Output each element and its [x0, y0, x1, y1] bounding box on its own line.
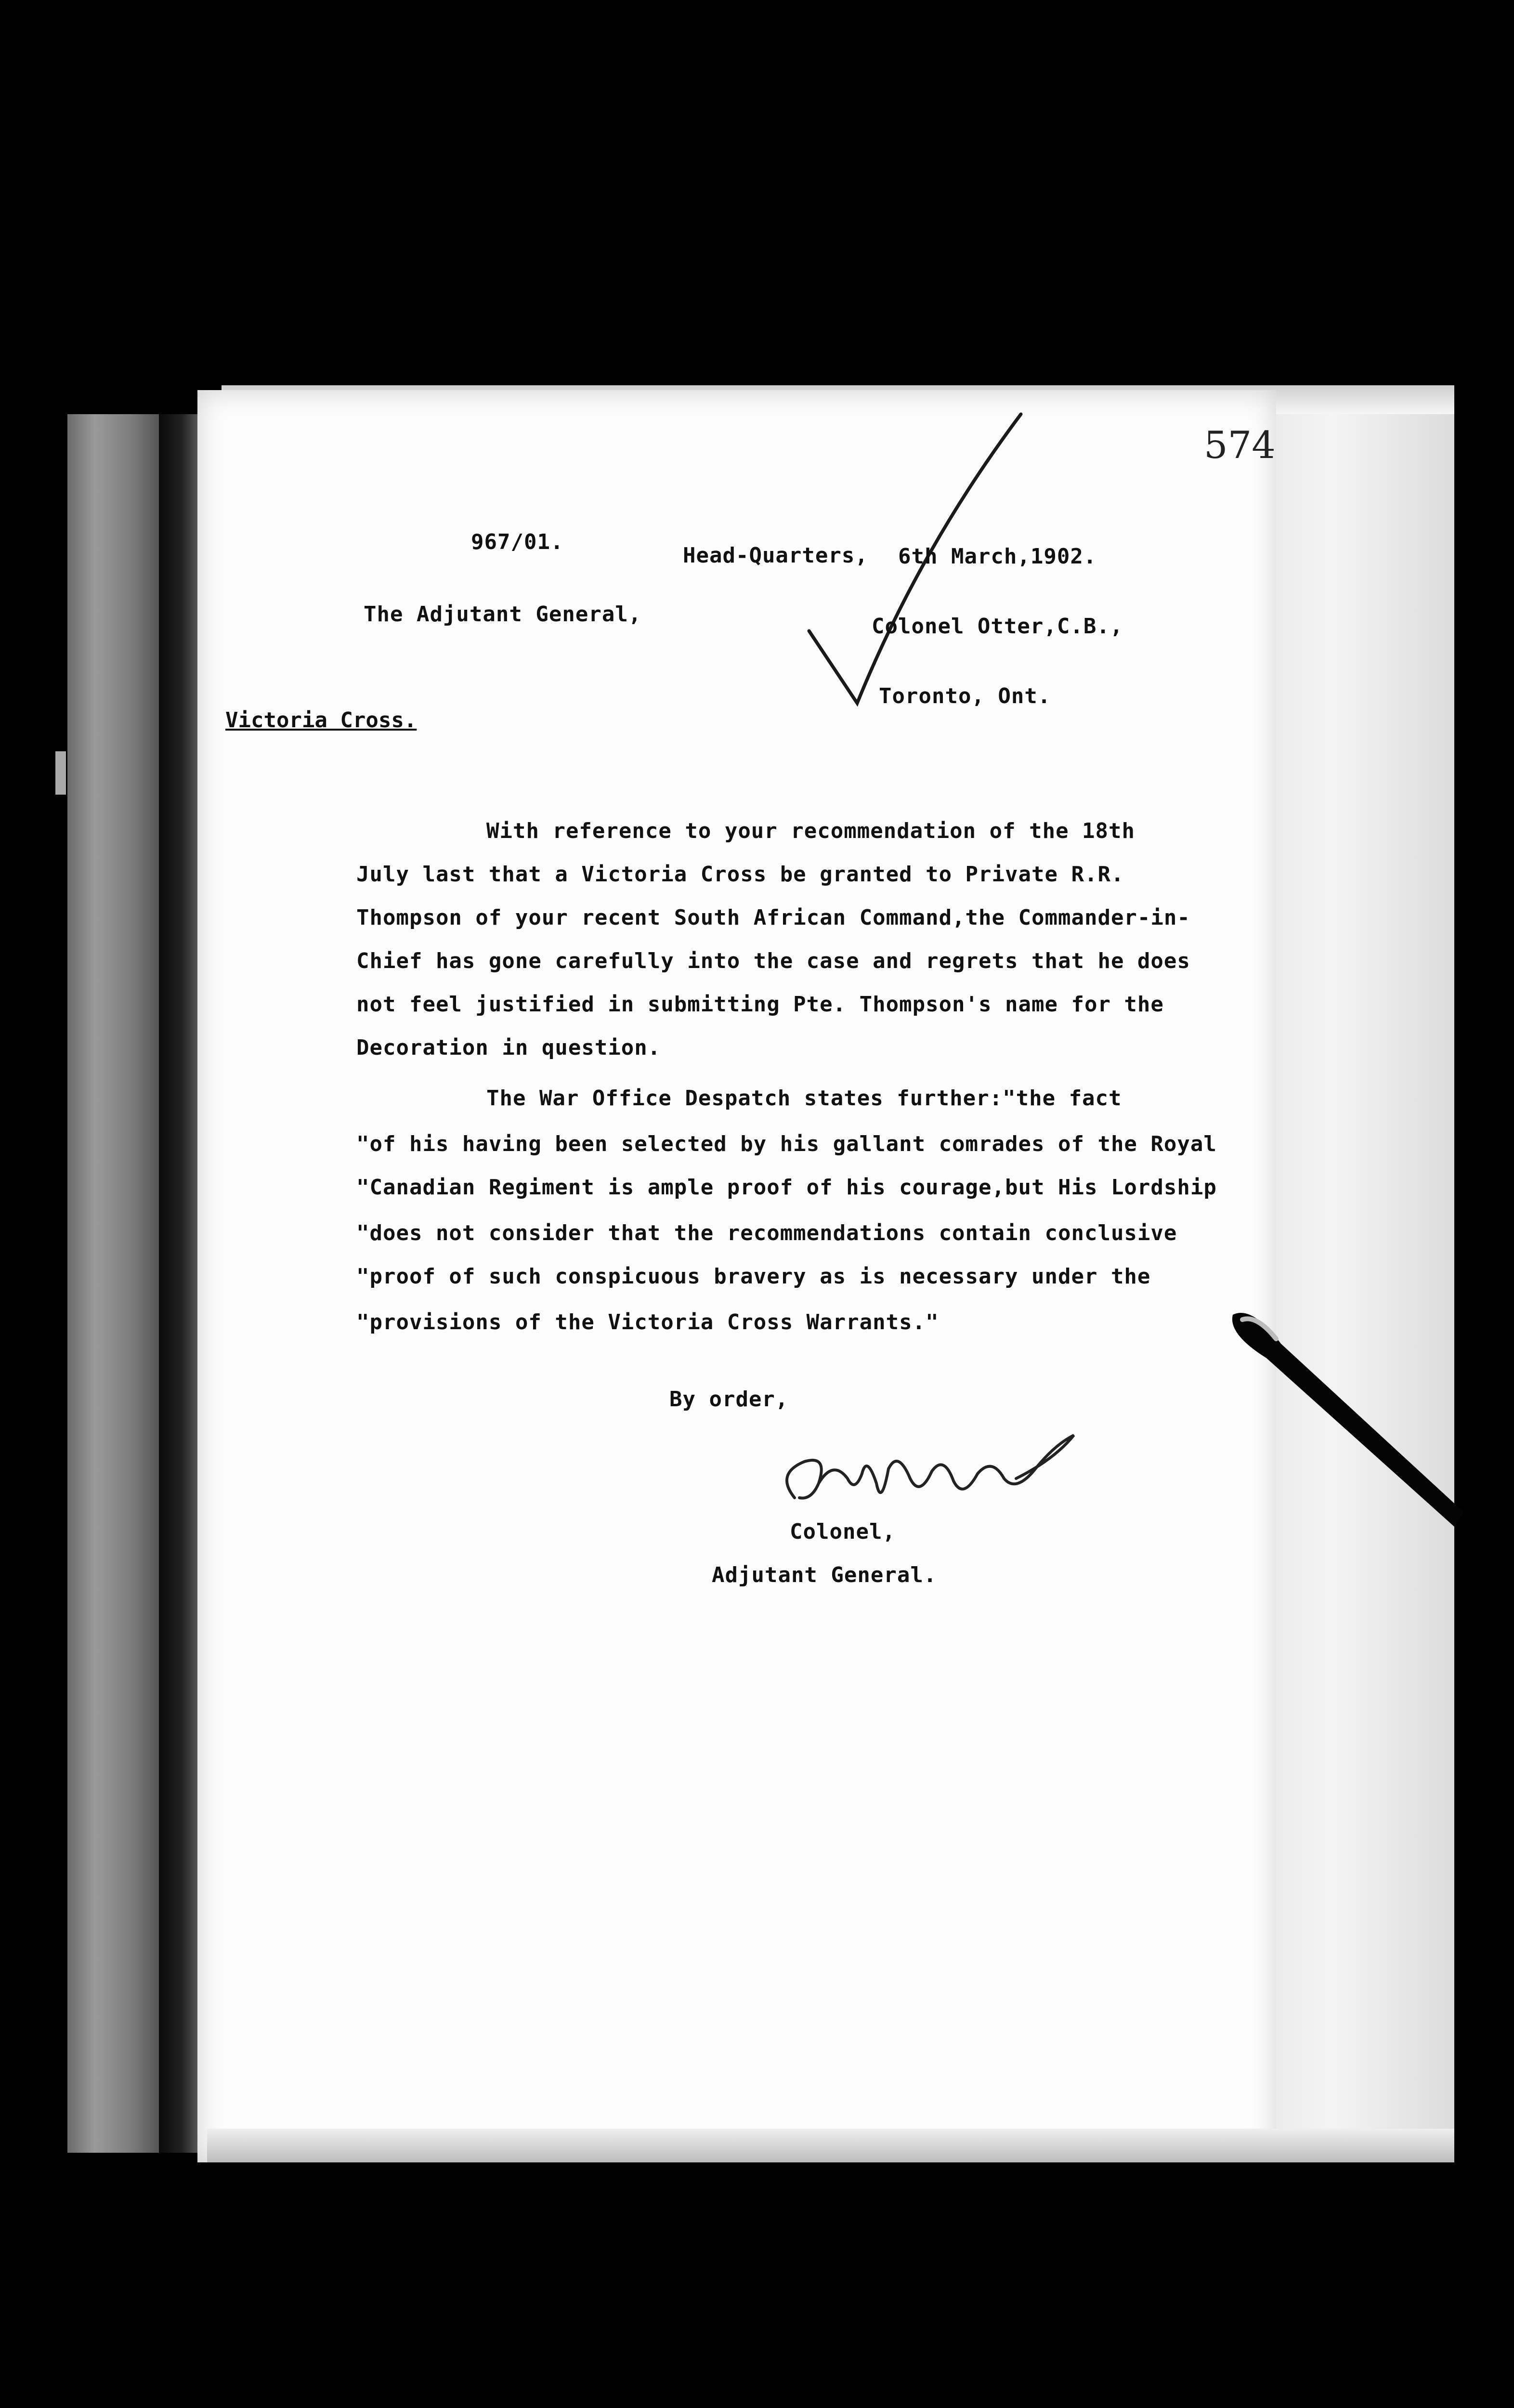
binding-shadow: [159, 414, 197, 2153]
signer-rank: Colonel,: [790, 1519, 896, 1544]
body-line: "Canadian Regiment is ample proof of his courage,but His Lordship: [356, 1175, 1217, 1200]
body-line: "does not consider that the recommendations contain conclusive: [356, 1221, 1177, 1245]
closing: By order,: [669, 1387, 789, 1412]
signature-icon: [766, 1416, 1103, 1517]
body-line: Decoration in question.: [356, 1035, 661, 1060]
sender-place: Head-Quarters,: [683, 543, 868, 568]
back-sheet: [1252, 414, 1454, 2158]
adjacent-page-strip: [67, 414, 159, 2153]
body-line: The War Office Despatch states further:"the fact: [486, 1086, 1122, 1111]
body-line: Thompson of your recent South African Command,the Commander-in-: [356, 905, 1190, 930]
body-line: With reference to your recommendation of the 18th: [486, 819, 1136, 843]
folio-number: 574: [1204, 424, 1276, 467]
signer-title: Adjutant General.: [712, 1563, 937, 1587]
body-line: July last that a Victoria Cross be granted to Private R.R.: [356, 862, 1124, 887]
body-line: "of his having been selected by his gallant comrades of the Royal: [356, 1132, 1217, 1156]
addressee-city: Toronto, Ont.: [879, 684, 1051, 708]
body-line: not feel justified in submitting Pte. Thompson's name for the: [356, 992, 1164, 1017]
edge-mark: [55, 751, 66, 795]
addressee-name: Colonel Otter,C.B.,: [872, 614, 1123, 639]
subject-line: Victoria Cross.: [225, 708, 417, 733]
letter-date: 6th March,1902.: [898, 544, 1097, 569]
pen-icon: [1223, 1300, 1474, 1570]
body-line: "provisions of the Victoria Cross Warrants.": [356, 1310, 939, 1335]
body-line: Chief has gone carefully into the case and regrets that he does: [356, 949, 1190, 973]
body-line: "proof of such conspicuous bravery as is necessary under the: [356, 1264, 1151, 1289]
file-number: 967/01.: [471, 530, 564, 554]
recipient-line: The Adjutant General,: [364, 602, 642, 627]
page-bottom-edge: [207, 2129, 1454, 2162]
